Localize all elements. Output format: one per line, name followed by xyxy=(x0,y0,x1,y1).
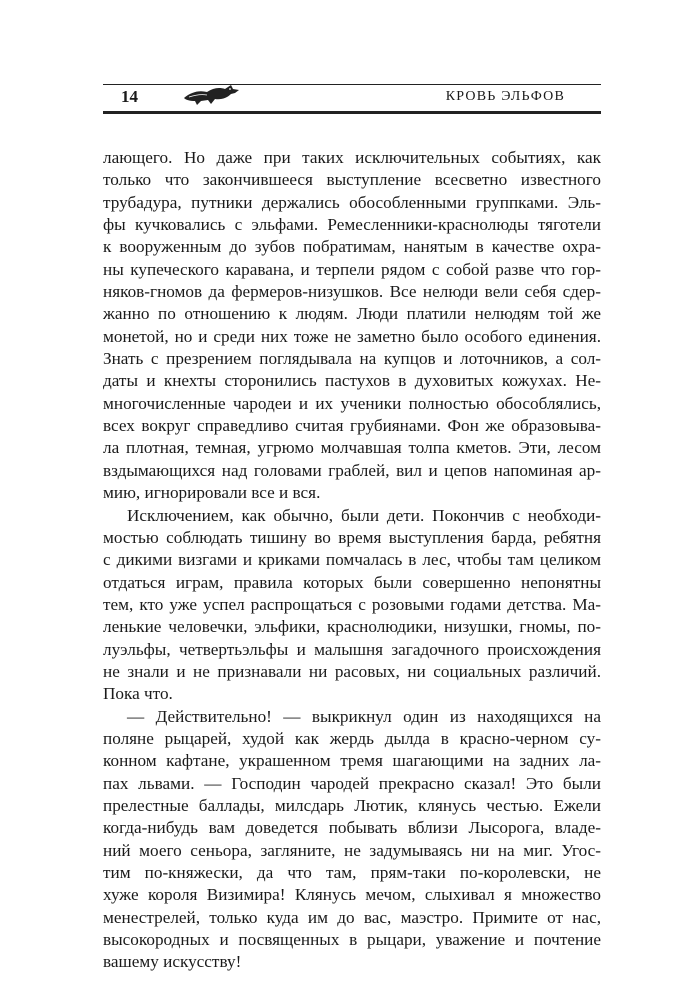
text-line: ний моего сеньора, загляните, не задумываясь ни на миг. Угос- xyxy=(103,840,601,860)
text-line: поляне рыцарей, худой как жердь дылда в красно-черном су- xyxy=(103,728,601,748)
text-line: всех вокруг справедливо считая грубиянами. Фон же образовыва- xyxy=(103,416,601,436)
text-line: вздымающихся над головами граблей, вил и цепов напоминая ар- xyxy=(103,460,601,480)
text-line: отдаться играм, правила которых были совершенно непонятны xyxy=(103,572,601,592)
text-line: к вооруженным до зубов побратимам, нанятым в качестве охра- xyxy=(103,237,601,257)
text-line: мостью соблюдать тишину во время выступления барда, ребятня xyxy=(103,527,601,547)
text-line: хуже короля Визимира! Клянусь мечом, слыхивал я множество xyxy=(103,885,601,905)
text-line: когда-нибудь вам доведется побывать вблизи Лысорога, владе- xyxy=(103,818,601,838)
text-line: даты и кнехты сторонились пастухов в духовитых кожухах. Не- xyxy=(103,371,601,391)
text-line: ленькие человечки, эльфики, краснолюдики, низушки, гномы, по- xyxy=(103,617,601,637)
running-header xyxy=(103,84,601,114)
header-rule-bottom xyxy=(103,111,601,114)
text-line: с дикими визгами и криками помчалась в лес, чтобы там целиком xyxy=(103,550,601,570)
text-line: луэльфы, четвертьэльфы и малышня загадочного происхождения xyxy=(103,639,601,659)
body-text xyxy=(103,147,601,974)
text-line: высокородных и посвященных в рыцари, уважение и почтение xyxy=(103,930,601,950)
text-line: Исключением, как обычно, были дети. Покончив с необходи- xyxy=(127,505,601,525)
running-title: КРОВЬ ЭЛЬФОВ xyxy=(445,89,565,104)
text-line: менестрелей, только куда им до вас, маэстро. Примите от нас, xyxy=(103,907,601,927)
text-line: Знать с презрением поглядывала на купцов и лоточников, а сол- xyxy=(103,349,601,369)
header-rule-top xyxy=(103,84,601,85)
text-line: мию, игнорировали все и вся. xyxy=(103,483,321,503)
text-line: — Действительно! — выкрикнул один из находящихся на xyxy=(127,706,601,726)
page-number: 14 xyxy=(121,87,138,106)
text-line: прелестные баллады, милсдарь Лютик, клянусь честью. Ежели xyxy=(103,795,601,815)
text-line: фы кучковались с эльфами. Ремесленники-краснолюды тяготели xyxy=(103,215,601,235)
text-line: тим по-княжески, да что там, прям-таки по-королевски, не xyxy=(103,863,601,882)
text-line: многочисленные чародеи и их ученики полностью обособлялись, xyxy=(103,393,601,413)
text-line: монетой, но и среди них тоже не заметно было особого единения. xyxy=(103,326,601,346)
text-line: ла плотная, темная, угрюмо молчавшая толпа кметов. Эти, лесом xyxy=(103,438,601,458)
text-line: только что закончившееся выступление всесветно известного xyxy=(103,170,601,190)
text-line: пах львами. — Господин чародей прекрасно сказал! Это были xyxy=(103,773,601,793)
text-line: лающего. Но даже при таких исключительных событиях, как xyxy=(103,148,601,167)
text-line: жанно по отношению к людям. Люди платили нелюдям той же xyxy=(103,304,601,324)
text-line: тем, кто уже успел распрощаться с розовыми годами детства. Ма- xyxy=(103,594,601,614)
text-line: трубадура, путники держались обособленными группками. Эль- xyxy=(103,192,601,212)
text-line: ны купеческого каравана, и терпели рядом с собой разве что гор- xyxy=(103,259,601,279)
text-line: вашему искусству! xyxy=(103,952,242,972)
wolf-emblem-icon xyxy=(181,80,243,110)
text-line: не знали и не признавали ни расовых, ни социальных различий. xyxy=(103,661,601,681)
text-line: конном кафтане, украшенном тремя шагающими на задних ла- xyxy=(103,751,601,771)
text-line: Пока что. xyxy=(103,684,173,704)
text-line: няков-гномов да фермеров-низушков. Все нелюди вели себя сдер- xyxy=(103,282,601,302)
